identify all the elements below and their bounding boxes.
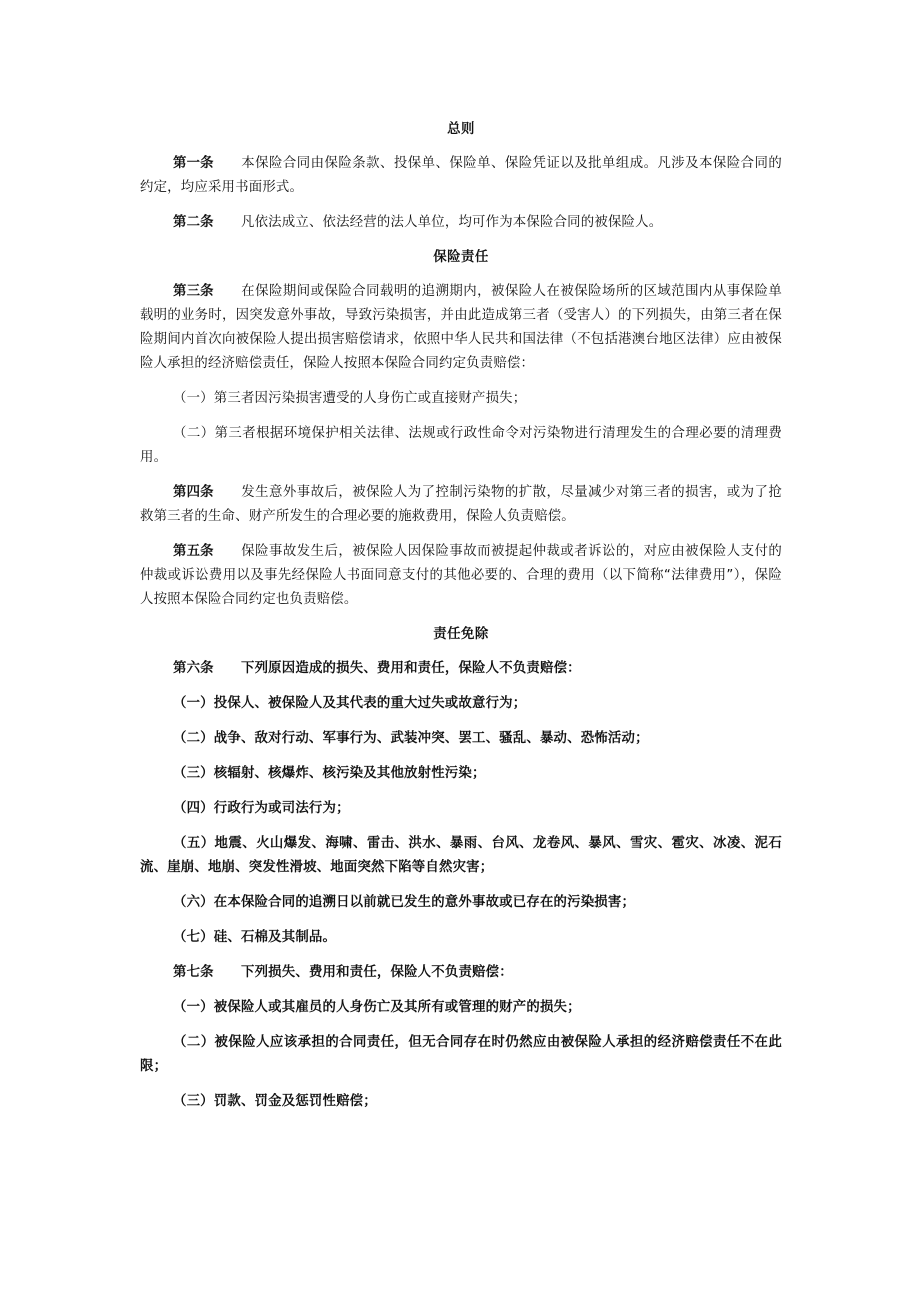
article-4 [140, 481, 782, 529]
article-4-text: 发生意外事故后，被保险人为了控制污染物的扩散，尽量减少对第三者的损害，或为了抢救第三者的生命、财产所发生的合理必要的施救费用，保险人负责赔偿。 [140, 485, 782, 524]
heading-liability: 保险责任 [433, 250, 489, 265]
article-7-item-3: （三）罚款、罚金及惩罚性赔偿； [173, 1094, 377, 1109]
article-7-item-2: （二）被保险人应该承担的合同责任，但无合同存在时仍然应由被保险人承担的经济赔偿责任不在此限； [140, 1035, 782, 1074]
article-1-label: 第一条 [173, 156, 214, 171]
article-6-item-7: （七）硅、石棉及其制品。 [173, 930, 337, 945]
article-7-text: 下列损失、费用和责任，保险人不负责赔偿： [241, 965, 513, 980]
article-5-text: 保险事故发生后，被保险人因保险事故而被提起仲裁或者诉讼的，对应由被保险人支付的仲裁或诉讼费用以及事先经保险人书面同意支付的其他必要的、合理的费用（以下简称“法律费用”），保险人按照本保险合同约定也负责赔偿。 [140, 544, 782, 607]
article-1 [140, 152, 782, 200]
article-3-item-2: （二）第三者根据环境保护相关法律、法规或行政性命令对污染物进行清理发生的合理必要的清理费用。 [140, 426, 782, 465]
heading-exclusions: 责任免除 [433, 627, 489, 642]
article-4-label: 第四条 [173, 485, 214, 500]
article-3-label: 第三条 [173, 284, 214, 299]
article-3-item-1: （一）第三者因污染损害遭受的人身伤亡或直接财产损失； [173, 391, 527, 406]
document-body [140, 118, 782, 1125]
article-7 [140, 961, 782, 985]
article-2-text: 凡依法成立、依法经营的法人单位，均可作为本保险合同的被保险人。 [241, 215, 663, 230]
article-5-label: 第五条 [173, 544, 214, 559]
article-6-label: 第六条 [173, 661, 214, 676]
article-3 [140, 280, 782, 376]
article-1-text: 本保险合同由保险条款、投保单、保险单、保险凭证以及批单组成。凡涉及本保险合同的约定，均应采用书面形式。 [140, 156, 782, 195]
article-6-item-2: （二）战争、敌对行动、军事行为、武装冲突、罢工、骚乱、暴动、恐怖活动； [173, 731, 649, 746]
article-2 [140, 211, 782, 235]
article-3-text: 在保险期间或保险合同载明的追溯期内，被保险人在被保险场所的区域范围内从事保险单载明的业务时，因突发意外事故，导致污染损害，并由此造成第三者（受害人）的下列损失，由第三者在保险期间内首次向被保险人提出损害赔偿请求，依照中华人民共和国法律（不包括港澳台地区法律）应由被保险人承担的经济赔偿责任，保险人按照本保险合同约定负责赔偿： [140, 284, 782, 371]
article-7-item-1: （一）被保险人或其雇员的人身伤亡及其所有或管理的财产的损失； [173, 1000, 581, 1015]
article-6-item-1: （一）投保人、被保险人及其代表的重大过失或故意行为； [173, 696, 527, 711]
article-6-item-4: （四）行政行为或司法行为； [173, 801, 350, 816]
article-5 [140, 540, 782, 612]
article-6 [140, 657, 782, 681]
article-6-item-3: （三）核辐射、核爆炸、核污染及其他放射性污染； [173, 766, 486, 781]
article-2-label: 第二条 [173, 215, 214, 230]
heading-general: 总则 [447, 122, 475, 137]
article-6-item-6: （六）在本保险合同的追溯日以前就已发生的意外事故或已存在的污染损害； [173, 895, 636, 910]
article-6-item-5: （五）地震、火山爆发、海啸、雷击、洪水、暴雨、台风、龙卷风、暴风、雪灾、雹灾、冰凌、泥石流、崖崩、地崩、突发性滑坡、地面突然下陷等自然灾害； [140, 836, 782, 875]
article-7-label: 第七条 [173, 965, 214, 980]
article-6-text: 下列原因造成的损失、费用和责任，保险人不负责赔偿： [241, 661, 581, 676]
